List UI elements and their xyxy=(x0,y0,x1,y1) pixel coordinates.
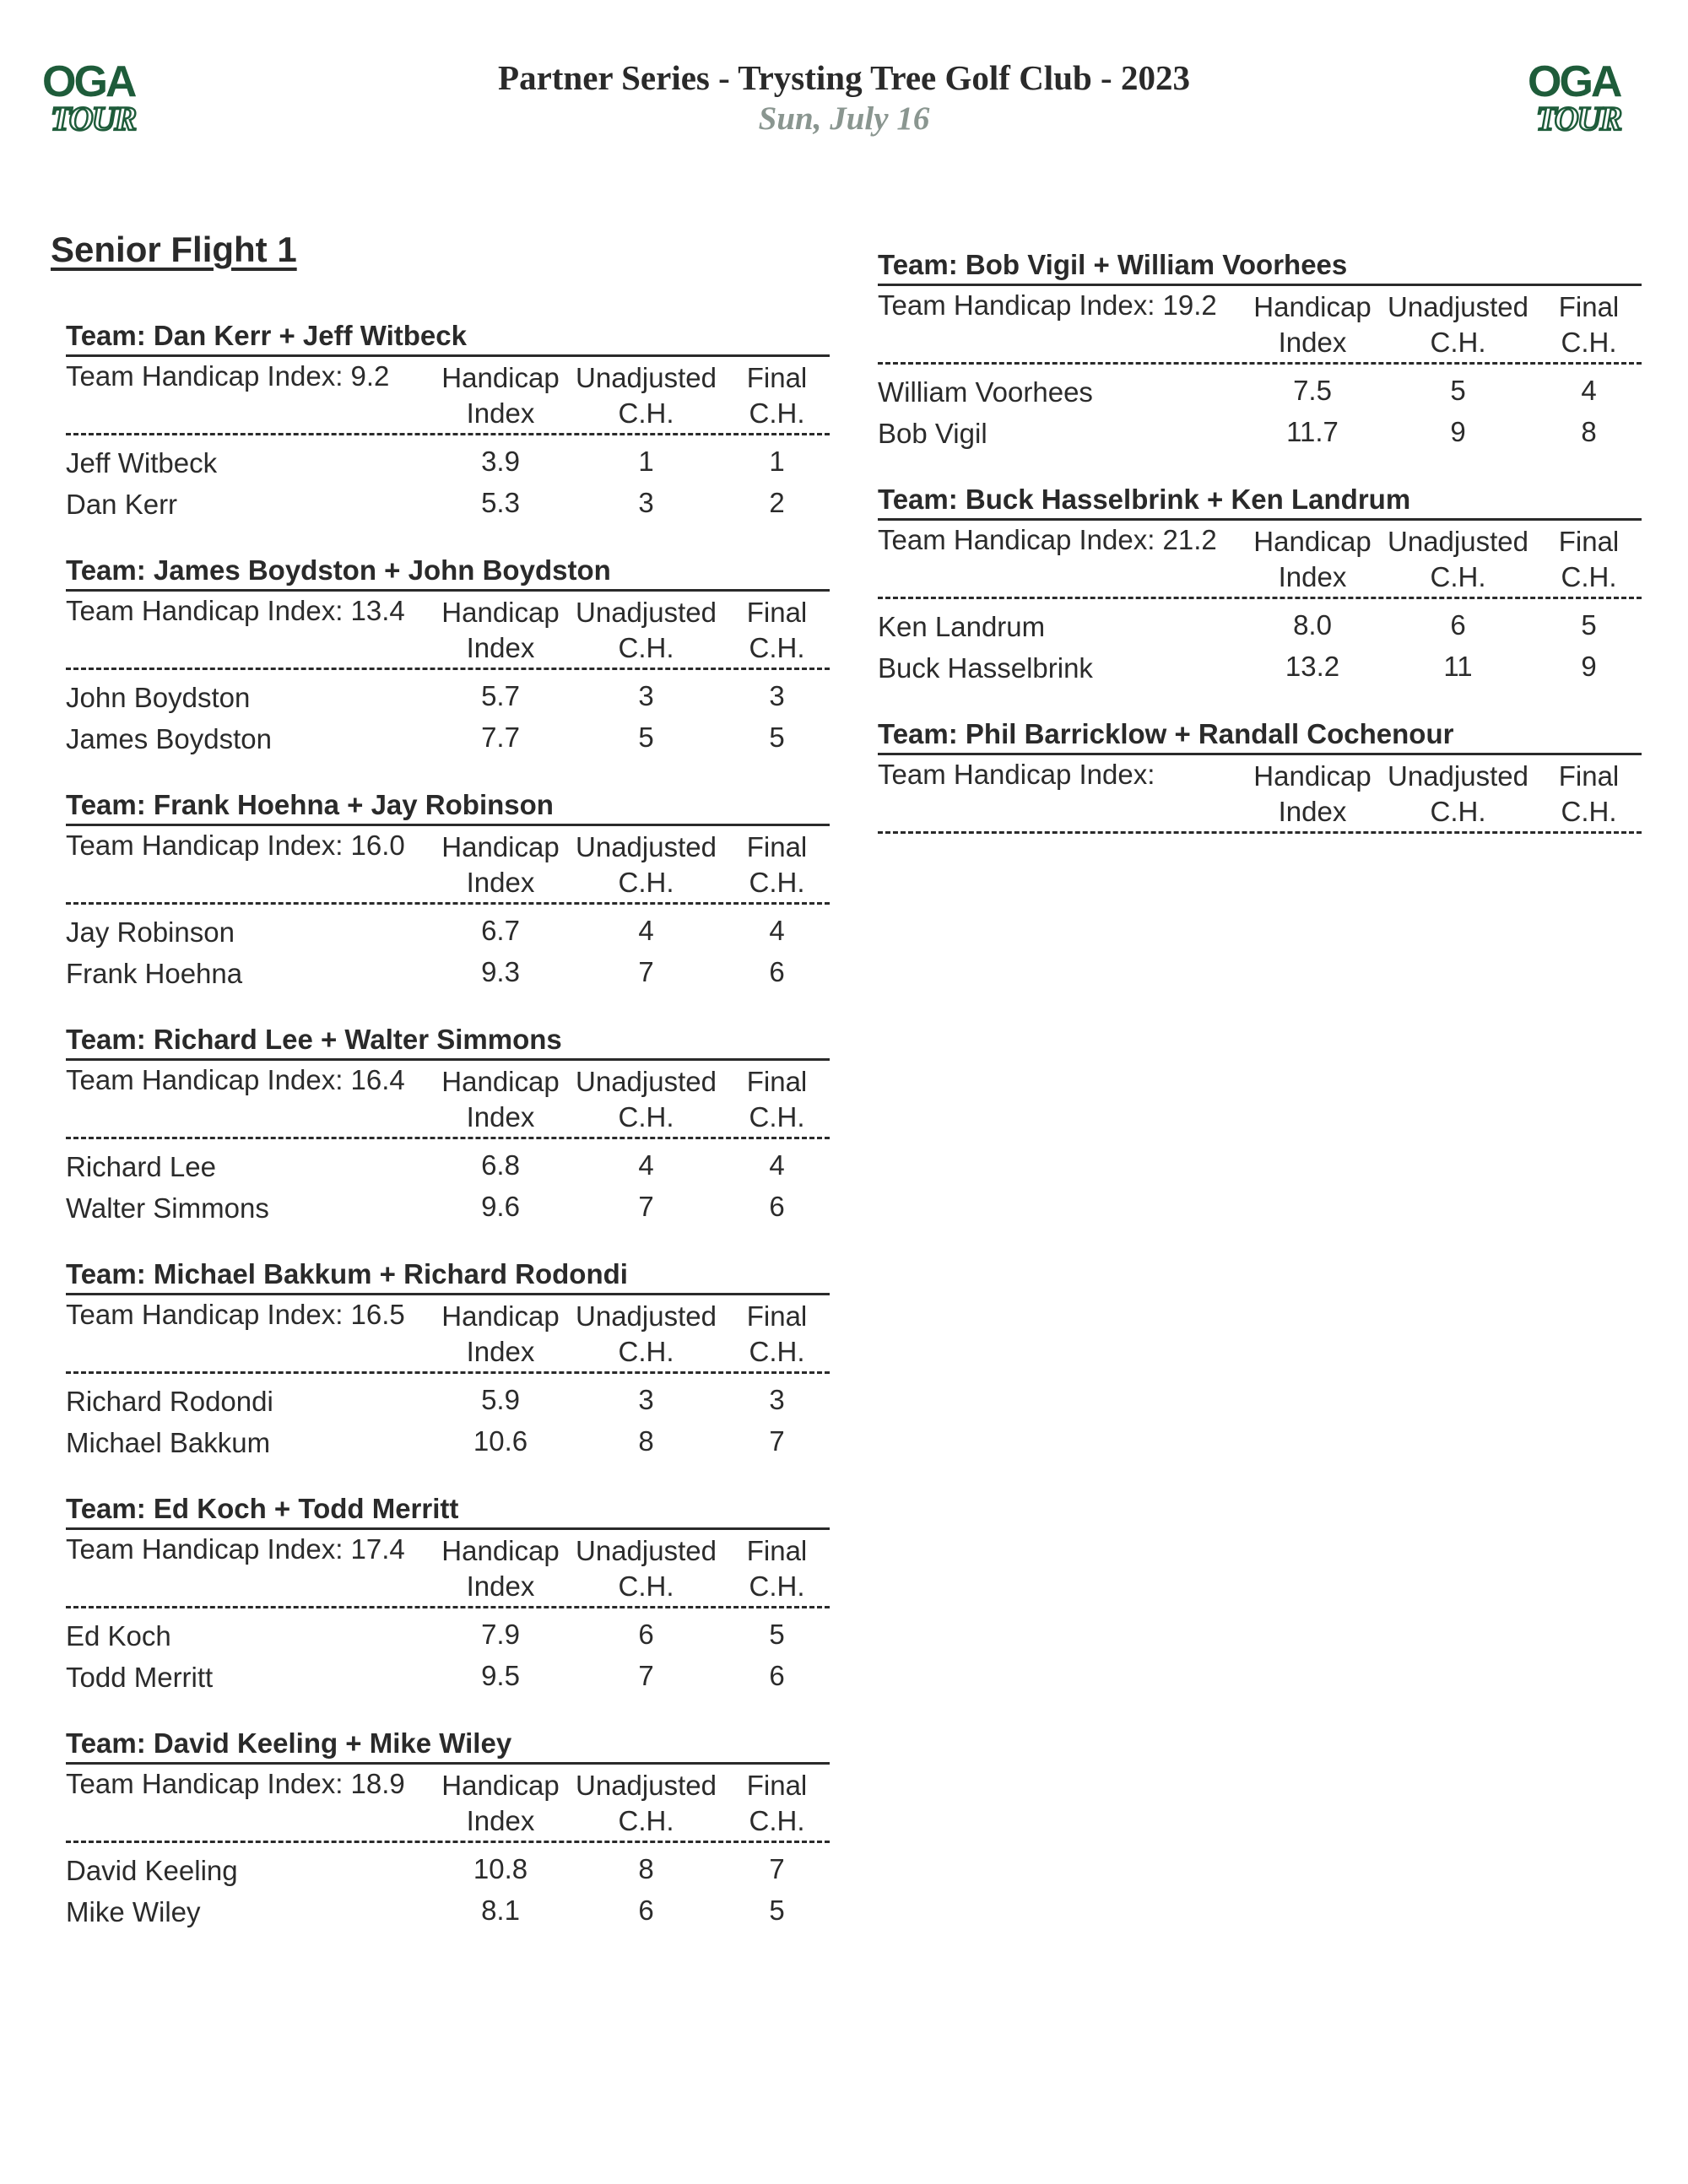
final-course-handicap: 5 xyxy=(1581,609,1597,641)
unadjusted-ch-header xyxy=(572,1768,720,1839)
player-name: Walter Simmons xyxy=(66,1192,269,1224)
player-name: David Keeling xyxy=(66,1855,238,1886)
team-title: Team: Michael Bakkum + Richard Rodondi xyxy=(66,1258,628,1289)
player-name: Richard Lee xyxy=(66,1151,216,1182)
team-handicap-index: Team Handicap Index: 16.0 xyxy=(66,830,405,861)
unadjusted-course-handicap: 6 xyxy=(638,1619,654,1650)
final-ch-header-line1: Final xyxy=(746,1535,808,1566)
final-course-handicap: 6 xyxy=(769,1191,785,1222)
handicap-index: 3.9 xyxy=(481,446,520,477)
player-name: Buck Hasselbrink xyxy=(878,652,1093,684)
team-block xyxy=(66,1256,830,1490)
final-ch-header-line1: Final xyxy=(1558,760,1620,792)
player-row xyxy=(66,1187,830,1229)
team-title: Team: Buck Hasselbrink + Ken Landrum xyxy=(878,484,1411,515)
unadjusted-ch-header-line1: Unadjusted xyxy=(576,1535,717,1566)
player-name: William Voorhees xyxy=(878,376,1093,408)
handicap-index-header-line1: Handicap xyxy=(441,1535,560,1566)
unadjusted-course-handicap: 6 xyxy=(638,1895,654,1926)
player-name: Ken Landrum xyxy=(878,611,1046,642)
handicap-index: 10.6 xyxy=(473,1425,528,1457)
handicap-index: 9.6 xyxy=(481,1191,520,1222)
right-column xyxy=(878,246,1642,950)
unadjusted-course-handicap: 3 xyxy=(638,487,654,518)
handicap-index: 8.0 xyxy=(1293,609,1332,641)
team-header xyxy=(66,1058,830,1139)
handicap-index-header-line1: Handicap xyxy=(441,597,560,628)
team-handicap-index: Team Handicap Index: 16.4 xyxy=(66,1064,405,1095)
final-ch-header xyxy=(724,1533,830,1604)
unadjusted-course-handicap: 5 xyxy=(1450,375,1466,406)
final-ch-header-line2: C.H. xyxy=(749,1336,805,1367)
unadjusted-ch-header-line1: Unadjusted xyxy=(1388,291,1528,322)
final-course-handicap: 4 xyxy=(1581,375,1597,406)
handicap-index-header-line1: Handicap xyxy=(441,831,560,862)
team-block xyxy=(66,1490,830,1725)
final-ch-header xyxy=(724,595,830,666)
team-header xyxy=(66,1762,830,1843)
player-name: Mike Wiley xyxy=(66,1896,201,1927)
final-course-handicap: 5 xyxy=(769,722,785,753)
handicap-index: 5.9 xyxy=(481,1384,520,1415)
final-course-handicap: 4 xyxy=(769,915,785,946)
player-row xyxy=(66,911,830,953)
team-handicap-index: Team Handicap Index: 18.9 xyxy=(66,1768,405,1799)
unadjusted-course-handicap: 6 xyxy=(1450,609,1466,641)
unadjusted-ch-header-line2: C.H. xyxy=(618,867,674,898)
handicap-index-header xyxy=(429,1768,572,1839)
player-name: Michael Bakkum xyxy=(66,1427,271,1458)
final-ch-header xyxy=(724,830,830,900)
handicap-index-header-line2: Index xyxy=(466,397,535,429)
team-header xyxy=(66,589,830,670)
player-row xyxy=(66,677,830,718)
handicap-index-header xyxy=(429,1533,572,1604)
team-block xyxy=(66,1021,830,1256)
unadjusted-course-handicap: 7 xyxy=(638,956,654,987)
final-course-handicap: 5 xyxy=(769,1619,785,1650)
handicap-index: 10.8 xyxy=(473,1853,528,1884)
unadjusted-ch-header-line1: Unadjusted xyxy=(576,1066,717,1097)
unadjusted-ch-header-line1: Unadjusted xyxy=(1388,760,1528,792)
team-title: Team: Bob Vigil + William Voorhees xyxy=(878,249,1348,280)
handicap-index: 6.7 xyxy=(481,915,520,946)
team-handicap-index: Team Handicap Index: 13.4 xyxy=(66,595,405,626)
team-title: Team: Ed Koch + Todd Merritt xyxy=(66,1493,459,1524)
unadjusted-ch-header-line2: C.H. xyxy=(618,1336,674,1367)
unadjusted-course-handicap: 9 xyxy=(1450,416,1466,447)
handicap-index-header-line2: Index xyxy=(466,867,535,898)
handicap-index: 9.3 xyxy=(481,956,520,987)
final-course-handicap: 6 xyxy=(769,956,785,987)
player-row xyxy=(878,647,1642,689)
final-course-handicap: 3 xyxy=(769,1384,785,1415)
player-row xyxy=(878,606,1642,647)
unadjusted-ch-header xyxy=(1384,524,1532,595)
team-header xyxy=(66,354,830,435)
svg-text:TOUR: TOUR xyxy=(51,100,136,137)
team-handicap-index: Team Handicap Index: 17.4 xyxy=(66,1533,405,1565)
final-course-handicap: 6 xyxy=(769,1660,785,1691)
player-name: Ed Koch xyxy=(66,1620,171,1652)
final-ch-header-line2: C.H. xyxy=(1561,561,1617,592)
team-handicap-index: Team Handicap Index: xyxy=(878,759,1155,790)
team-block xyxy=(66,552,830,787)
final-ch-header-line1: Final xyxy=(746,831,808,862)
handicap-index-header-line1: Handicap xyxy=(441,1300,560,1332)
handicap-index-header-line1: Handicap xyxy=(1253,760,1372,792)
handicap-index: 6.8 xyxy=(481,1149,520,1181)
player-row xyxy=(66,1381,830,1422)
svg-text:TOUR: TOUR xyxy=(1536,100,1621,137)
player-row xyxy=(66,1657,830,1698)
unadjusted-ch-header-line1: Unadjusted xyxy=(576,597,717,628)
handicap-index: 11.7 xyxy=(1286,416,1339,447)
unadjusted-ch-header-line1: Unadjusted xyxy=(576,1770,717,1801)
handicap-index-header-line2: Index xyxy=(466,1805,535,1836)
final-ch-header xyxy=(1536,524,1642,595)
team-handicap-index: Team Handicap Index: 9.2 xyxy=(66,360,390,392)
player-row xyxy=(66,1891,830,1933)
handicap-index-header-line2: Index xyxy=(1278,561,1347,592)
final-ch-header-line2: C.H. xyxy=(749,397,805,429)
team-block xyxy=(66,787,830,1021)
player-row xyxy=(66,1422,830,1463)
unadjusted-ch-header-line1: Unadjusted xyxy=(576,362,717,393)
handicap-index-header xyxy=(1241,289,1384,360)
handicap-index-header-line2: Index xyxy=(466,632,535,663)
unadjusted-ch-header xyxy=(572,830,720,900)
player-row xyxy=(66,1146,830,1187)
player-name: John Boydston xyxy=(66,682,251,713)
unadjusted-course-handicap: 4 xyxy=(638,915,654,946)
team-header xyxy=(878,753,1642,834)
team-header xyxy=(878,284,1642,365)
unadjusted-ch-header-line2: C.H. xyxy=(618,1805,674,1836)
handicap-index: 5.7 xyxy=(481,680,520,711)
final-course-handicap: 5 xyxy=(769,1895,785,1926)
handicap-index: 5.3 xyxy=(481,487,520,518)
player-row xyxy=(66,1615,830,1657)
unadjusted-ch-header xyxy=(1384,289,1532,360)
unadjusted-course-handicap: 1 xyxy=(638,446,654,477)
player-row xyxy=(66,442,830,484)
team-header xyxy=(66,1293,830,1374)
final-ch-header xyxy=(724,1064,830,1135)
svg-text:OGA: OGA xyxy=(42,57,135,106)
svg-text:OGA: OGA xyxy=(1528,57,1620,106)
team-header xyxy=(66,824,830,905)
final-course-handicap: 7 xyxy=(769,1853,785,1884)
final-ch-header-line1: Final xyxy=(746,1300,808,1332)
team-title: Team: Dan Kerr + Jeff Witbeck xyxy=(66,320,467,351)
final-ch-header-line1: Final xyxy=(1558,526,1620,557)
handicap-index-header-line1: Handicap xyxy=(1253,526,1372,557)
player-row xyxy=(66,484,830,525)
final-ch-header-line2: C.H. xyxy=(749,867,805,898)
team-title: Team: Richard Lee + Walter Simmons xyxy=(66,1024,562,1055)
unadjusted-course-handicap: 3 xyxy=(638,1384,654,1415)
player-row xyxy=(66,718,830,760)
final-ch-header xyxy=(1536,759,1642,830)
final-course-handicap: 1 xyxy=(769,446,785,477)
team-block xyxy=(878,246,1642,481)
unadjusted-ch-header-line1: Unadjusted xyxy=(576,1300,717,1332)
player-row xyxy=(66,1850,830,1891)
unadjusted-course-handicap: 4 xyxy=(638,1149,654,1181)
handicap-index: 8.1 xyxy=(481,1895,520,1926)
handicap-index-header-line1: Handicap xyxy=(441,362,560,393)
final-ch-header-line2: C.H. xyxy=(749,1570,805,1602)
unadjusted-ch-header xyxy=(572,595,720,666)
handicap-index-header xyxy=(429,1064,572,1135)
unadjusted-ch-header-line2: C.H. xyxy=(618,1101,674,1133)
team-block xyxy=(66,1725,830,1960)
left-column xyxy=(66,317,830,1960)
final-course-handicap: 3 xyxy=(769,680,785,711)
final-ch-header-line1: Final xyxy=(746,597,808,628)
player-name: Dan Kerr xyxy=(66,489,178,520)
unadjusted-ch-header-line2: C.H. xyxy=(1430,796,1486,827)
handicap-index: 7.7 xyxy=(481,722,520,753)
unadjusted-ch-header-line1: Unadjusted xyxy=(1388,526,1528,557)
player-name: Bob Vigil xyxy=(878,418,987,449)
player-name: Frank Hoehna xyxy=(66,958,243,989)
event-date: Sun, July 16 xyxy=(758,100,930,137)
final-ch-header xyxy=(724,360,830,431)
handicap-index-header xyxy=(429,595,572,666)
team-handicap-index: Team Handicap Index: 21.2 xyxy=(878,524,1217,555)
unadjusted-ch-header-line2: C.H. xyxy=(1430,327,1486,358)
handicap-index-header xyxy=(429,360,572,431)
flight-title: Senior Flight 1 xyxy=(51,230,297,269)
final-ch-header-line2: C.H. xyxy=(749,1805,805,1836)
handicap-index-header xyxy=(1241,524,1384,595)
player-name: Richard Rodondi xyxy=(66,1386,273,1417)
team-block xyxy=(878,716,1642,950)
handicap-index-header xyxy=(429,830,572,900)
player-name: Todd Merritt xyxy=(66,1662,214,1693)
player-name: Jay Robinson xyxy=(66,916,235,948)
final-ch-header-line2: C.H. xyxy=(1561,796,1617,827)
unadjusted-ch-header xyxy=(572,1299,720,1370)
unadjusted-course-handicap: 7 xyxy=(638,1191,654,1222)
player-row xyxy=(878,413,1642,454)
final-ch-header-line1: Final xyxy=(1558,291,1620,322)
final-course-handicap: 2 xyxy=(769,487,785,518)
team-title: Team: David Keeling + Mike Wiley xyxy=(66,1727,512,1759)
page-title: Partner Series - Trysting Tree Golf Club - 2023 xyxy=(498,58,1190,97)
unadjusted-ch-header-line2: C.H. xyxy=(618,632,674,663)
unadjusted-course-handicap: 7 xyxy=(638,1660,654,1691)
final-ch-header xyxy=(1536,289,1642,360)
final-ch-header-line1: Final xyxy=(746,1770,808,1801)
team-handicap-index: Team Handicap Index: 19.2 xyxy=(878,289,1217,321)
handicap-index-header-line2: Index xyxy=(466,1570,535,1602)
team-block xyxy=(878,481,1642,716)
team-title: Team: Frank Hoehna + Jay Robinson xyxy=(66,789,554,820)
team-header xyxy=(66,1527,830,1608)
team-header xyxy=(878,518,1642,599)
final-ch-header-line1: Final xyxy=(746,1066,808,1097)
unadjusted-ch-header xyxy=(572,1064,720,1135)
handicap-index: 7.5 xyxy=(1293,375,1332,406)
team-handicap-index: Team Handicap Index: 16.5 xyxy=(66,1299,405,1330)
player-name: Jeff Witbeck xyxy=(66,447,218,478)
handicap-index-header xyxy=(1241,759,1384,830)
unadjusted-ch-header xyxy=(572,360,720,431)
unadjusted-course-handicap: 3 xyxy=(638,680,654,711)
player-row xyxy=(66,953,830,994)
player-row xyxy=(878,371,1642,413)
final-course-handicap: 8 xyxy=(1581,416,1597,447)
final-ch-header xyxy=(724,1768,830,1839)
unadjusted-ch-header xyxy=(1384,759,1532,830)
handicap-index-header-line2: Index xyxy=(1278,327,1347,358)
team-title: Team: James Boydston + John Boydston xyxy=(66,554,611,586)
final-ch-header-line2: C.H. xyxy=(1561,327,1617,358)
handicap-index-header xyxy=(429,1299,572,1370)
team-title: Team: Phil Barricklow + Randall Cochenour xyxy=(878,718,1454,749)
unadjusted-course-handicap: 11 xyxy=(1443,651,1473,682)
final-ch-header-line2: C.H. xyxy=(749,1101,805,1133)
final-ch-header-line2: C.H. xyxy=(749,632,805,663)
final-ch-header-line1: Final xyxy=(746,362,808,393)
unadjusted-ch-header-line1: Unadjusted xyxy=(576,831,717,862)
unadjusted-course-handicap: 8 xyxy=(638,1853,654,1884)
unadjusted-ch-header xyxy=(572,1533,720,1604)
handicap-index-header-line2: Index xyxy=(466,1101,535,1133)
handicap-index-header-line1: Handicap xyxy=(441,1770,560,1801)
handicap-index-header-line1: Handicap xyxy=(1253,291,1372,322)
unadjusted-ch-header-line2: C.H. xyxy=(618,397,674,429)
handicap-index-header-line1: Handicap xyxy=(441,1066,560,1097)
unadjusted-ch-header-line2: C.H. xyxy=(1430,561,1486,592)
final-course-handicap: 4 xyxy=(769,1149,785,1181)
handicap-index: 9.5 xyxy=(481,1660,520,1691)
handicap-index: 13.2 xyxy=(1285,651,1340,682)
handicap-index-header-line2: Index xyxy=(466,1336,535,1367)
final-course-handicap: 7 xyxy=(769,1425,785,1457)
handicap-index-header-line2: Index xyxy=(1278,796,1347,827)
unadjusted-course-handicap: 5 xyxy=(638,722,654,753)
unadjusted-course-handicap: 8 xyxy=(638,1425,654,1457)
final-course-handicap: 9 xyxy=(1581,651,1597,682)
handicap-index: 7.9 xyxy=(481,1619,520,1650)
player-name: James Boydston xyxy=(66,723,272,754)
final-ch-header xyxy=(724,1299,830,1370)
unadjusted-ch-header-line2: C.H. xyxy=(618,1570,674,1602)
team-block xyxy=(66,317,830,552)
